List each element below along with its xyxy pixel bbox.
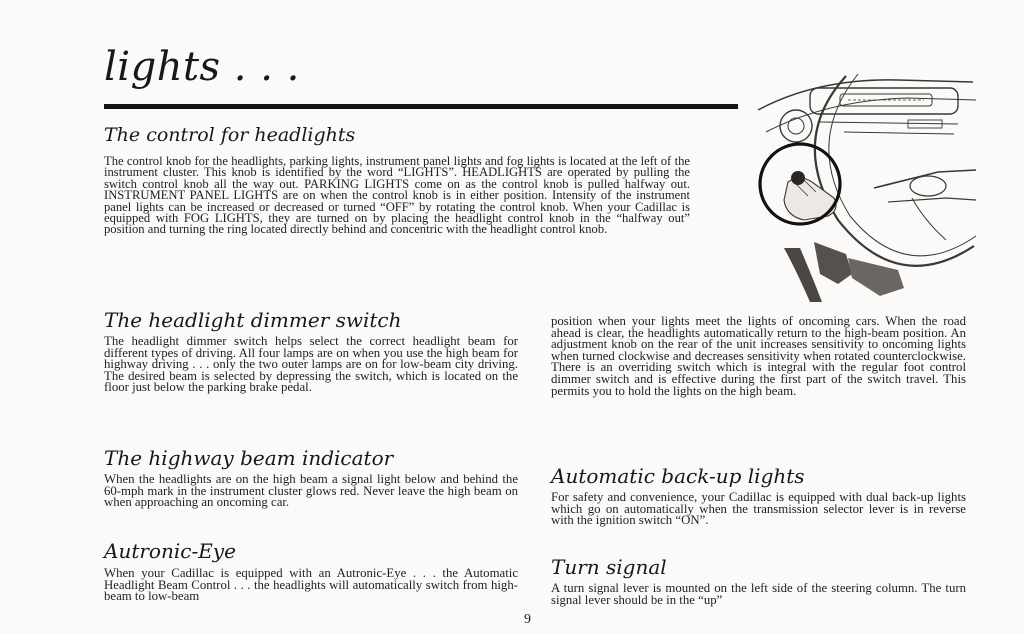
heading-automatic-back-up-lights: Automatic back-up lights — [551, 464, 805, 488]
paragraph-headlight-dimmer-switch: The headlight dimmer switch helps select the correct headlight beam for different types of driving. All four lamps are on when you use the high beam for highway driving . . . only the two outer lamps are on for low-beam city driving. The desired beam is selected by depressing the switch, which is located on the floor just below the parking brake pedal. — [104, 334, 518, 395]
page-number: 9 — [524, 612, 531, 627]
heading-turn-signal: Turn signal — [551, 555, 667, 579]
title-rule — [104, 104, 738, 109]
paragraph-highway-beam-indicator: When the headlights are on the high beam a signal light below and behind the 60-mph mark in the instrument cluster glows red. Never leave the high beam on when approaching an oncoming car. — [104, 472, 518, 510]
page-title: lights . . . — [104, 44, 300, 90]
paragraph-turn-signal: A turn signal lever is mounted on the left side of the steering column. The turn signal lever should be in the “up” — [551, 581, 966, 607]
dashboard-illustration — [748, 70, 982, 306]
paragraph-automatic-back-up-lights: For safety and convenience, your Cadillac is equipped with dual back-up lights which go on automatically when the transmission selector lever is in reverse with the ignition switch “ON”. — [551, 490, 966, 528]
paragraph-control-for-headlights: The control knob for the headlights, parking lights, instrument panel lights and fog lights is located at the left of the instrument cluster. This knob is identified by the word “LIGHTS”. HEADLIGHTS are operated by pulling the switch control knob all the way out. PARKING LIGHTS come on as the control knob is pulled halfway out. INSTRUMENT PANEL LIGHTS are on when the control knob is in either position. Intensity of the instrument panel lights can be increased or decreased or turned “OFF” by rotating the control knob. When your Cadillac is equipped with FOG LIGHTS, they are turned on by placing the headlight control knob in the “halfway out” position and turning the ring located directly behind and concentric with the headlight control knob. — [104, 154, 690, 237]
heading-highway-beam-indicator: The highway beam indicator — [104, 446, 394, 470]
paragraph-autronic-eye-continued: position when your lights meet the lights of oncoming cars. When the road ahead is clear, the headlights automatically return to the high-beam position. An adjustment knob on the rear of the unit increases sensitivity to oncoming lights when turned clockwise and decreases sensitivity when rotated counterclockwise. There is an overriding switch which is integral with the regular foot control dimmer switch and is effective during the first part of the switch travel. This permits you to hold the lights on the high beam. — [551, 314, 966, 398]
heading-autronic-eye: Autronic-Eye — [104, 539, 236, 563]
heading-control-for-headlights: The control for headlights — [104, 124, 356, 146]
heading-headlight-dimmer-switch: The headlight dimmer switch — [104, 308, 402, 332]
paragraph-autronic-eye: When your Cadillac is equipped with an Autronic-Eye . . . the Automatic Headlight Beam Control . . . the headlights will automatically switch from high-beam to low-beam — [104, 566, 518, 604]
